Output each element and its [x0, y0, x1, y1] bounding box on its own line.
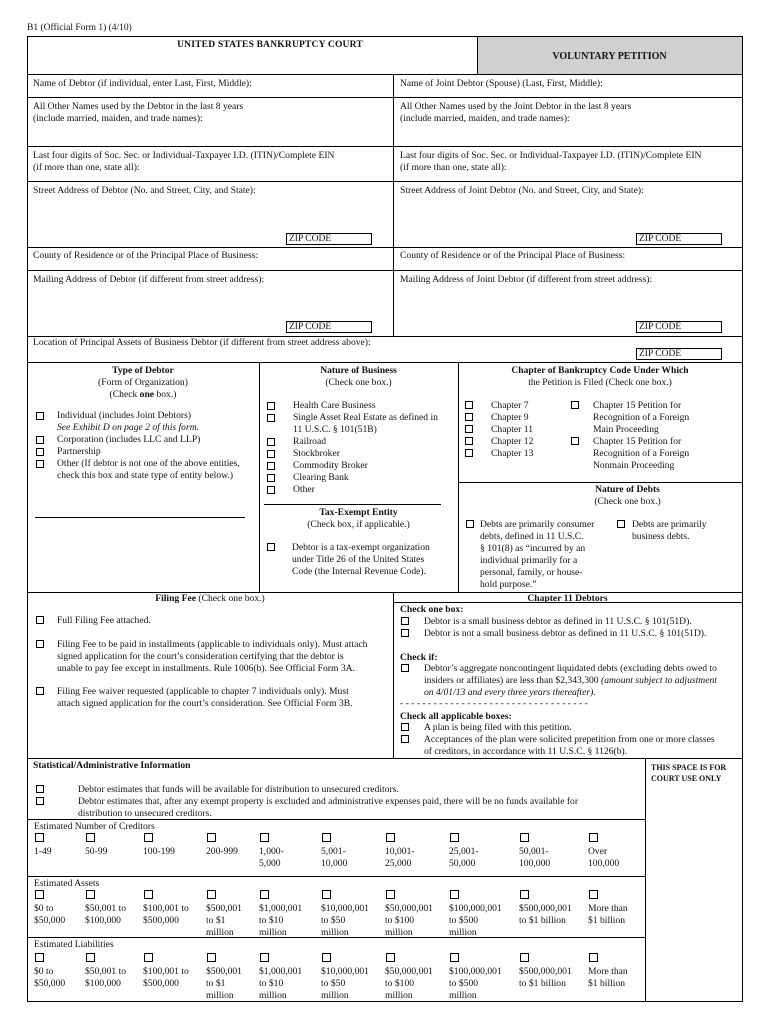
health-care-checkbox[interactable]	[267, 402, 275, 410]
assets-option-4-label: million	[259, 927, 287, 938]
business-debts-label-2: business debts.	[632, 531, 690, 542]
individual-note: See Exhibit D on page 2 of this form.	[57, 422, 200, 433]
filing-fee-title: Filing Fee	[155, 593, 196, 604]
liabilities-option-4-label: to $10	[259, 978, 284, 989]
partnership-checkbox[interactable]	[36, 448, 44, 456]
filing-fee-sub: (Check one box.)	[196, 593, 265, 604]
assets-option-3-label: $500,001	[206, 903, 242, 914]
assets-option-5-label: $10,000,001	[321, 903, 369, 914]
mailing-label: Mailing Address of Debtor (if different from street address):	[33, 274, 265, 285]
fee-waiver-checkbox[interactable]	[36, 687, 44, 695]
creditors-option-8-label: 100,000	[519, 858, 551, 869]
type-of-debtor-sub1: (Form of Organization)	[98, 377, 188, 388]
other-business-label: Other	[293, 484, 315, 495]
liabilities-option-3-checkbox[interactable]	[207, 953, 216, 962]
consumer-debts-checkbox[interactable]	[466, 520, 474, 528]
creditors-option-1-checkbox[interactable]	[86, 833, 95, 842]
assets-option-9-label: More than	[588, 903, 628, 914]
liabilities-option-7-checkbox[interactable]	[450, 953, 459, 962]
agg2b: (amount subject to adjustment	[601, 675, 717, 686]
nature-of-debts-heading: Nature of Debts	[595, 484, 660, 495]
plan-filed-label: A plan is being filed with this petition.	[424, 722, 572, 733]
full-fee-checkbox[interactable]	[36, 616, 44, 624]
liabilities-option-8-label: $500,000,001	[519, 966, 572, 977]
liabilities-option-7-label: to $500	[449, 978, 479, 989]
stat-admin-heading: Statistical/Administrative Information	[33, 760, 191, 771]
chapter-heading: Chapter of Bankruptcy Code Under Which	[511, 365, 689, 376]
other-entity-label-2: check this box and state type of entity below.)	[57, 470, 234, 481]
creditors-option-9-checkbox[interactable]	[589, 833, 598, 842]
installments-label: Filing Fee to be paid in installments (applicable to individuals only). Must attach	[57, 639, 368, 650]
assets-option-6-label: to $100	[385, 915, 415, 926]
joint-name-label: Name of Joint Debtor (Spouse) (Last, First, Middle):	[400, 78, 603, 89]
liabilities-option-7-label: $100,000,001	[449, 966, 502, 977]
not-small-business-label: Debtor is not a small business debtor as defined in 11 U.S.C. § 101(51D).	[424, 628, 707, 639]
creditors-option-8-label: 50,001-	[519, 846, 549, 857]
clearing-bank-label: Clearing Bank	[293, 472, 349, 483]
assets-option-9-checkbox[interactable]	[589, 890, 598, 899]
assets-option-4-label: $1,000,001	[259, 903, 303, 914]
liabilities-option-0-checkbox[interactable]	[35, 953, 44, 962]
no-funds-checkbox[interactable]	[36, 797, 44, 805]
chapter-13-checkbox[interactable]	[465, 449, 473, 457]
single-asset-checkbox[interactable]	[267, 414, 275, 422]
aggregate-debts-label: Debtor’s aggregate noncontingent liquidated debts (excluding debts owed to	[424, 663, 717, 674]
chapter-15-nonmain-label-3: Nonmain Proceeding	[593, 460, 675, 471]
zip-code-field[interactable]: ZIP CODE	[286, 233, 372, 245]
chapter-heading-2: the Petition is Filed (Check one box.)	[528, 377, 672, 388]
assets-option-1-label: $100,000	[85, 915, 121, 926]
liabilities-option-2-label: $500,000	[143, 978, 179, 989]
individual-label: Individual (includes Joint Debtors)	[57, 410, 192, 421]
location-zip-field[interactable]: ZIP CODE	[636, 348, 722, 360]
chapter-15-nonmain-label: Chapter 15 Petition for	[593, 436, 682, 447]
full-fee-label: Full Filing Fee attached.	[57, 615, 151, 626]
aggregate-debts-checkbox[interactable]	[401, 664, 409, 672]
fee-waiver-label-2: attach signed application for the court’s consideration. See Official Form 3B.	[57, 698, 353, 709]
acceptances-label-2: of creditors, in accordance with 11 U.S.C. § 1126(b).	[424, 746, 628, 757]
location-label: Location of Principal Assets of Business Debtor (if different from street address above):	[33, 337, 371, 348]
liabilities-option-0-label: $0 to	[34, 966, 54, 977]
chapter-13-label: Chapter 13	[491, 448, 534, 459]
liabilities-option-3-label: $500,001	[206, 966, 242, 977]
other-entity-label: Other (If debtor is not one of the above entities,	[57, 458, 240, 469]
liabilities-option-6-label: to $100	[385, 978, 415, 989]
creditors-option-9-label: 100,000	[588, 858, 620, 869]
railroad-checkbox[interactable]	[267, 438, 275, 446]
business-debts-checkbox[interactable]	[617, 520, 625, 528]
assets-option-2-label: $100,001 to	[143, 903, 189, 914]
other-names-label-2: (include married, maiden, and trade names):	[33, 113, 203, 124]
consumer-debts-label-4: individual primarily for a	[480, 555, 578, 566]
assets-option-1-checkbox[interactable]	[86, 890, 95, 899]
liabilities-option-5-checkbox[interactable]	[322, 953, 331, 962]
consumer-debts-label-3: § 101(8) as “incurred by an	[480, 543, 586, 554]
check-if-label: Check if:	[400, 652, 438, 663]
form-id: B1 (Official Form 1) (4/10)	[27, 23, 132, 33]
other-business-checkbox[interactable]	[267, 486, 275, 494]
consumer-debts-label-5: personal, family, or house-	[480, 567, 583, 578]
assets-option-7-label: $100,000,001	[449, 903, 502, 914]
liabilities-option-1-checkbox[interactable]	[86, 953, 95, 962]
assets-option-9-label: $1 billion	[588, 915, 626, 926]
est-liabilities-label: Estimated Liabilities	[34, 939, 114, 950]
assets-option-5-label: to $50	[321, 915, 346, 926]
funds-available-checkbox[interactable]	[36, 785, 44, 793]
chapter-11-label: Chapter 11	[491, 424, 534, 435]
creditors-option-0-checkbox[interactable]	[35, 833, 44, 842]
stockbroker-checkbox[interactable]	[267, 450, 275, 458]
not-small-business-checkbox[interactable]	[401, 629, 409, 637]
mailing-zip-field[interactable]: ZIP CODE	[286, 321, 372, 333]
installments-checkbox[interactable]	[36, 640, 44, 648]
chapter-15-main-label: Chapter 15 Petition for	[593, 400, 682, 411]
county-label: County of Residence or of the Principal Place of Business:	[33, 250, 259, 261]
assets-option-4-label: to $10	[259, 915, 284, 926]
assets-option-7-checkbox[interactable]	[450, 890, 459, 899]
ssn-label-2: (if more than one, state all):	[33, 162, 140, 173]
creditors-option-6-checkbox[interactable]	[386, 833, 395, 842]
type-of-debtor-sub2	[27, 389, 259, 401]
tax-exempt-sub: (Check box, if applicable.)	[307, 519, 410, 530]
assets-option-6-label: $50,000,001	[385, 903, 433, 914]
business-debts-label: Debts are primarily	[632, 519, 707, 530]
joint-mailing-label: Mailing Address of Joint Debtor (if different from street address):	[400, 274, 653, 285]
small-business-checkbox[interactable]	[401, 617, 409, 625]
creditors-option-4-label: 1,000-	[259, 846, 284, 857]
tax-exempt-label-3: Code (the Internal Revenue Code).	[292, 566, 426, 577]
est-assets-label: Estimated Assets	[34, 878, 100, 889]
creditors-option-8-checkbox[interactable]	[520, 833, 529, 842]
assets-option-2-checkbox[interactable]	[144, 890, 153, 899]
chapter-15-main-label-3: Main Proceeding	[593, 424, 659, 435]
street-label: Street Address of Debtor (No. and Street, City, and State):	[33, 185, 256, 196]
creditors-option-6-label: 25,000	[385, 858, 412, 869]
installments-label-2: signed application for the court’s consideration certifying that the debtor is	[57, 651, 344, 662]
petition-title: VOLUNTARY PETITION	[552, 51, 667, 62]
creditors-option-4-label: 5,000	[259, 858, 281, 869]
chapter-15-main-label-2: Recognition of a Foreign	[593, 412, 690, 423]
est-creditors-label: Estimated Number of Creditors	[34, 821, 155, 832]
court-use-label: THIS SPACE IS FOR	[651, 763, 727, 772]
aggregate-debts-label-3: on 4/01/13 and every three years thereafter).	[424, 687, 596, 698]
liabilities-option-6-label: $50,000,001	[385, 966, 433, 977]
assets-option-2-label: $500,000	[143, 915, 179, 926]
liabilities-option-8-label: to $1 billion	[519, 978, 566, 989]
joint-other-names-label-2: (include married, maiden, and trade names):	[400, 113, 570, 124]
liabilities-option-7-label: million	[449, 990, 477, 1001]
assets-option-0-label: $50,000	[34, 915, 66, 926]
court-use-label-2: COURT USE ONLY	[651, 774, 722, 783]
chapter-7-label: Chapter 7	[491, 400, 529, 411]
nature-of-business-heading: Nature of Business	[320, 365, 397, 376]
single-asset-label-2: 11 U.S.C. § 101(51B)	[293, 424, 377, 435]
other-entity-checkbox[interactable]	[36, 460, 44, 468]
clearing-bank-checkbox[interactable]	[267, 474, 275, 482]
court-title: UNITED STATES BANKRUPTCY COURT	[177, 40, 363, 50]
consumer-debts-label-2: debts, defined in 11 U.S.C.	[480, 531, 584, 542]
small-business-label: Debtor is a small business debtor as defined in 11 U.S.C. § 101(51D).	[424, 616, 692, 627]
nature-of-business-sub: (Check one box.)	[325, 377, 392, 388]
assets-option-4-checkbox[interactable]	[260, 890, 269, 899]
assets-option-6-checkbox[interactable]	[386, 890, 395, 899]
assets-option-3-checkbox[interactable]	[207, 890, 216, 899]
chapter-15-nonmain-label-2: Recognition of a Foreign	[593, 448, 690, 459]
liabilities-option-1-label: $50,001 to	[85, 966, 127, 977]
individual-checkbox[interactable]	[36, 412, 44, 420]
sub2c: box.)	[154, 389, 177, 400]
acceptances-label: Acceptances of the plan were solicited prepetition from one or more classes	[424, 734, 715, 745]
creditors-option-7-label: 25,001-	[449, 846, 479, 857]
consumer-debts-label-6: hold purpose.”	[480, 579, 537, 590]
liabilities-option-6-label: million	[385, 990, 413, 1001]
health-care-label: Health Care Business	[293, 400, 376, 411]
liabilities-option-1-label: $100,000	[85, 978, 121, 989]
assets-option-7-label: million	[449, 927, 477, 938]
ssn-label: Last four digits of Soc. Sec. or Individual-Taxpayer I.D. (ITIN)/Complete EIN	[33, 150, 335, 161]
tax-exempt-label: Debtor is a tax-exempt organization	[292, 542, 430, 553]
consumer-debts-label: Debts are primarily consumer	[480, 519, 595, 530]
installments-label-3: unable to pay fee except in installments. Rule 1006(b). See Official Form 3A.	[57, 663, 355, 674]
liabilities-option-2-label: $100,001 to	[143, 966, 189, 977]
single-asset-label: Single Asset Real Estate as defined in	[293, 412, 438, 423]
tax-exempt-heading: Tax-Exempt Entity	[319, 507, 398, 518]
liabilities-option-9-label: More than	[588, 966, 628, 977]
creditors-option-1-label: 50-99	[85, 846, 108, 857]
liabilities-option-9-checkbox[interactable]	[589, 953, 598, 962]
filing-fee-heading	[27, 593, 393, 605]
assets-option-7-label: to $500	[449, 915, 479, 926]
debtor-name-label: Name of Debtor (if individual, enter Last, First, Middle):	[33, 78, 252, 89]
partnership-label: Partnership	[57, 446, 101, 457]
assets-option-1-label: $50,001 to	[85, 903, 127, 914]
no-funds-label: Debtor estimates that, after any exempt property is excluded and administrative expenses paid, there will be no funds available for	[78, 796, 579, 807]
tax-exempt-checkbox[interactable]	[267, 543, 275, 551]
creditors-option-5-label: 5,001-	[321, 846, 346, 857]
liabilities-option-5-label: $10,000,001	[321, 966, 369, 977]
creditors-option-4-checkbox[interactable]	[260, 833, 269, 842]
creditors-option-0-label: 1-49	[34, 846, 52, 857]
assets-option-3-label: to $1	[206, 915, 226, 926]
liabilities-option-3-label: million	[206, 990, 234, 1001]
creditors-option-5-checkbox[interactable]	[322, 833, 331, 842]
joint-other-names-label: All Other Names used by the Joint Debtor in the last 8 years	[400, 101, 632, 112]
liabilities-option-5-label: to $50	[321, 978, 346, 989]
chapter-9-label: Chapter 9	[491, 412, 529, 423]
creditors-option-9-label: Over	[588, 846, 608, 857]
creditors-option-5-label: 10,000	[321, 858, 348, 869]
liabilities-option-8-checkbox[interactable]	[520, 953, 529, 962]
sub2a: (Check	[109, 389, 140, 400]
joint-zip-code-field[interactable]: ZIP CODE	[636, 233, 722, 245]
liabilities-option-2-checkbox[interactable]	[144, 953, 153, 962]
liabilities-option-4-checkbox[interactable]	[260, 953, 269, 962]
assets-option-8-label: $500,000,001	[519, 903, 572, 914]
tax-exempt-label-2: under Title 26 of the United States	[292, 554, 425, 565]
dashed-separator: - - - - - - - - - - - - - - - - - - - - - - - - - - - - - - - - - -	[400, 698, 588, 709]
liabilities-option-9-label: $1 billion	[588, 978, 626, 989]
liabilities-option-5-label: million	[321, 990, 349, 1001]
creditors-option-7-checkbox[interactable]	[450, 833, 459, 842]
plan-filed-checkbox[interactable]	[401, 723, 409, 731]
assets-option-5-label: million	[321, 927, 349, 938]
assets-option-5-checkbox[interactable]	[322, 890, 331, 899]
creditors-option-3-label: 200-999	[206, 846, 238, 857]
joint-ssn-label: Last four digits of Soc. Sec. or Individual-Taxpayer I.D. (ITIN)/Complete EIN	[400, 150, 702, 161]
creditors-option-7-label: 50,000	[449, 858, 476, 869]
joint-street-label: Street Address of Joint Debtor (No. and Street, City, and State):	[400, 185, 644, 196]
assets-option-3-label: million	[206, 927, 234, 938]
assets-option-0-checkbox[interactable]	[35, 890, 44, 899]
chapter-15-nonmain-checkbox[interactable]	[571, 437, 579, 445]
chapter-15-main-checkbox[interactable]	[571, 401, 579, 409]
creditors-option-6-label: 10,001-	[385, 846, 415, 857]
nature-of-debts-sub: (Check one box.)	[594, 496, 661, 507]
check-one-label: Check one box:	[400, 604, 464, 615]
chapter11-heading: Chapter 11 Debtors	[527, 593, 608, 604]
corporation-label: Corporation (includes LLC and LLP)	[57, 434, 201, 445]
aggregate-debts-label-2	[424, 675, 717, 687]
liabilities-option-4-label: million	[259, 990, 287, 1001]
assets-option-8-label: to $1 billion	[519, 915, 566, 926]
sub2b: one	[139, 389, 155, 400]
commodity-broker-label: Commodity Broker	[293, 460, 368, 471]
liabilities-option-0-label: $50,000	[34, 978, 66, 989]
commodity-broker-checkbox[interactable]	[267, 462, 275, 470]
joint-county-label: County of Residence or of the Principal Place of Business:	[400, 250, 626, 261]
corporation-checkbox[interactable]	[36, 436, 44, 444]
creditors-option-3-checkbox[interactable]	[207, 833, 216, 842]
funds-available-label: Debtor estimates that funds will be available for distribution to unsecured creditors.	[78, 784, 399, 795]
railroad-label: Railroad	[293, 436, 327, 447]
no-funds-label-2: distribution to unsecured creditors.	[78, 808, 212, 819]
liabilities-option-3-label: to $1	[206, 978, 226, 989]
assets-option-6-label: million	[385, 927, 413, 938]
chapter-7-checkbox[interactable]	[465, 401, 473, 409]
chapter-11-checkbox[interactable]	[465, 425, 473, 433]
agg2a: insiders or affiliates) are less than $2,343,300	[424, 675, 601, 686]
creditors-option-2-label: 100-199	[143, 846, 175, 857]
liabilities-option-6-checkbox[interactable]	[386, 953, 395, 962]
type-of-debtor-heading: Type of Debtor	[112, 365, 174, 376]
assets-option-8-checkbox[interactable]	[520, 890, 529, 899]
chapter-12-label: Chapter 12	[491, 436, 534, 447]
assets-option-0-label: $0 to	[34, 903, 54, 914]
chapter-9-checkbox[interactable]	[465, 413, 473, 421]
creditors-option-2-checkbox[interactable]	[144, 833, 153, 842]
joint-mailing-zip-field[interactable]: ZIP CODE	[636, 321, 722, 333]
acceptances-checkbox[interactable]	[401, 735, 409, 743]
other-names-label: All Other Names used by the Debtor in the last 8 years	[33, 101, 244, 112]
stockbroker-label: Stockbroker	[293, 448, 340, 459]
fee-waiver-label: Filing Fee waiver requested (applicable to chapter 7 individuals only). Must	[57, 686, 349, 697]
check-all-label: Check all applicable boxes:	[400, 711, 512, 722]
joint-ssn-label-2: (if more than one, state all):	[400, 162, 507, 173]
chapter-12-checkbox[interactable]	[465, 437, 473, 445]
liabilities-option-4-label: $1,000,001	[259, 966, 303, 977]
